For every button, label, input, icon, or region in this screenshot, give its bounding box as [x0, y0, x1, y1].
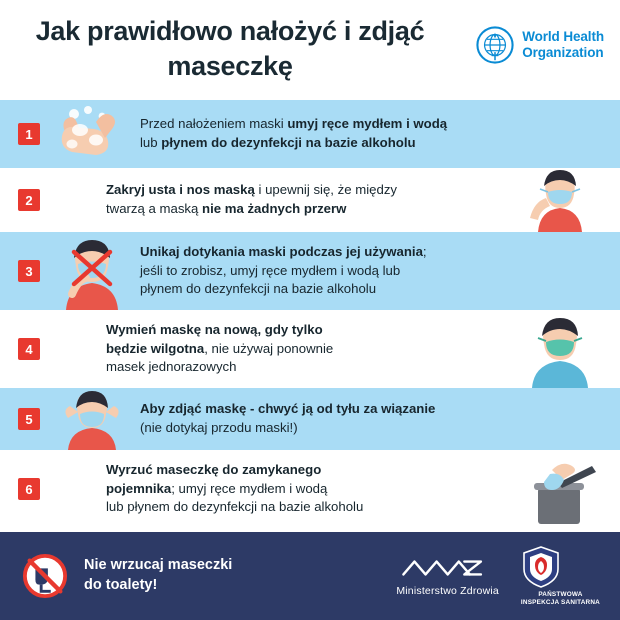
step-row-2 — [0, 168, 620, 232]
illustration-hand-dropping-mask-into-bin — [500, 450, 620, 528]
illustration-hands-washing-with-soap — [44, 100, 140, 168]
footer — [0, 532, 620, 620]
step-text-5: Aby zdjąć maskę - chwyć ją od tyłu za wiązanie (nie dotykaj przodu maski!) — [140, 401, 436, 435]
who-line-1: World Health — [522, 29, 604, 45]
illustration-woman-putting-on-mask — [500, 168, 620, 232]
footer-logos — [396, 545, 600, 607]
step-number-1: 1 — [18, 123, 40, 145]
sanitary-inspection-logo — [521, 545, 600, 607]
step-row-3 — [0, 232, 620, 310]
ministry-of-health-caption: Ministerstwo Zdrowia — [396, 584, 499, 597]
header — [0, 0, 620, 100]
no-flushing-mask-icon — [22, 553, 68, 599]
step-row-6 — [0, 450, 620, 528]
step-number-4: 4 — [18, 338, 40, 360]
step-text-1: Przed nałożeniem maski umyj ręce mydłem i wodą lub płynem do dezynfekcji na bazie alkoholu — [140, 116, 448, 150]
steps-list — [0, 100, 620, 528]
step-number-5: 5 — [18, 408, 40, 430]
step-text-2: Zakryj usta i nos maską i upewnij się, że między twarzą a maską nie ma żadnych przerw — [106, 182, 398, 216]
step-text-4: Wymień maskę na nową, gdy tylko będzie wilgotna, nie używaj ponownie masek jednorazowych — [106, 321, 334, 375]
sanitary-inspection-caption: PAŃSTWOWA INSPEKCJA SANITARNA — [520, 591, 600, 606]
who-logo-text — [522, 29, 604, 61]
who-line-2: Organization — [522, 45, 604, 60]
who-emblem-icon — [476, 26, 514, 64]
illustration-woman-touching-mask-forbidden — [44, 232, 140, 310]
mz-mark-icon — [396, 556, 492, 580]
page-title: Jak prawidłowo nałożyć i zdjąć maseczkę — [35, 16, 425, 81]
step-number-6: 6 — [18, 478, 40, 500]
step-row-4 — [0, 310, 620, 388]
footer-message: Nie wrzucaj maseczki do toalety! — [84, 557, 233, 593]
ministry-of-health-logo — [396, 556, 499, 597]
step-row-1 — [0, 100, 620, 168]
step-number-3: 3 — [18, 260, 40, 282]
step-text-6: Wyrzuć maseczkę do zamykanego pojemnika; umyj ręce mydłem i wodą lub płynem do dezynfekcji na bazie alkoholu — [106, 461, 364, 515]
sanitary-inspection-emblem-icon — [521, 545, 561, 589]
step-text-3: Unikaj dotykania maski podczas jej używania; jeśli to zrobisz, umyj ręce mydłem i wodą lub płynem do dezynfekcji na bazie alkoholu — [140, 243, 427, 297]
step-row-5 — [0, 388, 620, 450]
illustration-woman-wearing-mask — [500, 310, 620, 388]
illustration-woman-removing-mask-by-straps — [44, 388, 140, 450]
step-number-2: 2 — [18, 189, 40, 211]
who-logo — [476, 26, 604, 64]
